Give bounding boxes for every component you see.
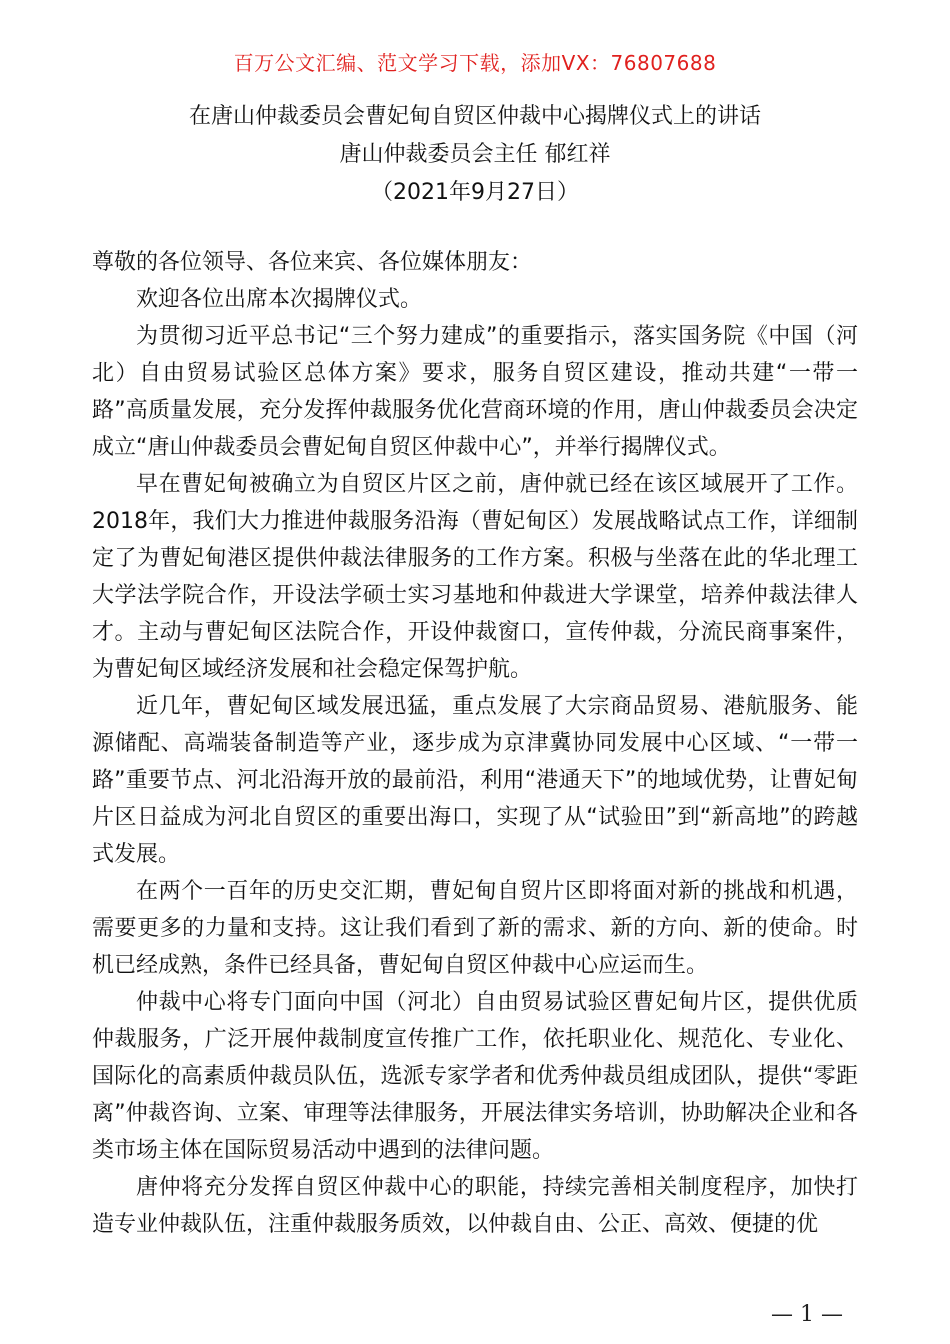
paragraph-history: 早在曹妃甸被确立为自贸区片区之前，唐仲就已经在该区域展开了工作。2018年，我们大力推进仲裁服务沿海（曹妃甸区）发展战略试点工作，详细制定了为曹妃甸港区提供仲裁法律服务的工作方案。积极与坐落在此的华北理工大学法学院合作，开设法学硕士实习基地和仲裁进大学课堂，培养仲裁法律人才。主动与曹妃甸区法院合作，开设仲裁窗口，宣传仲裁，分流民商事案件，为曹妃甸区域经济发展和社会稳定保驾护航。 [92,472,858,682]
paragraph-welcome: 欢迎各位出席本次揭牌仪式。 [136,287,423,312]
title-block [0,98,950,212]
speech-date: （2021年9月27日） [371,180,579,205]
speaker-line: 唐山仲裁委员会主任 郁红祥 [339,142,611,167]
speech-body [92,244,858,1243]
paragraph-purpose: 为贯彻习近平总书记“三个努力建成”的重要指示，落实国务院《中国（河北）自由贸易试验区总体方案》要求，服务自贸区建设，推动共建“一带一路”高质量发展，充分发挥仲裁服务优化营商环境的作用，唐山仲裁委员会决定成立“唐山仲裁委员会曹妃甸自贸区仲裁中心”，并举行揭牌仪式。 [92,324,858,460]
paragraph-commitment: 唐仲将充分发挥自贸区仲裁中心的职能，持续完善相关制度程序，加快打造专业仲裁队伍，注重仲裁服务质效，以仲裁自由、公正、高效、便捷的优 [92,1175,858,1237]
watermark-banner: 百万公文汇编、范文学习下载，添加VX：76807688 [233,51,717,75]
paragraph-center-services: 仲裁中心将专门面向中国（河北）自由贸易试验区曹妃甸片区，提供优质仲裁服务，广泛开展仲裁制度宣传推广工作，依托职业化、规范化、专业化、国际化的高素质仲裁员队伍，选派专家学者和优秀仲裁员组成团队，提供“零距离”仲裁咨询、立案、审理等法律服务，开展法律实务培训，协助解决企业和各类市场主体在国际贸易活动中遇到的法律问题。 [92,990,858,1163]
paragraph-opportunity: 在两个一百年的历史交汇期，曹妃甸自贸片区即将面对新的挑战和机遇，需要更多的力量和支持。这让我们看到了新的需求、新的方向、新的使命。时机已经成熟，条件已经具备，曹妃甸自贸区仲裁中心应运而生。 [92,879,858,978]
page-number: — 1 — [771,1302,843,1327]
paragraph-development: 近几年，曹妃甸区域发展迅猛，重点发展了大宗商品贸易、港航服务、能源储配、高端装备制造等产业，逐步成为京津冀协同发展中心区域、“一带一路”重要节点、河北沿海开放的最前沿，利用“港通天下”的地域优势，让曹妃甸片区日益成为河北自贸区的重要出海口，实现了从“试验田”到“新高地”的跨越式发展。 [92,694,858,867]
speech-title: 在唐山仲裁委员会曹妃甸自贸区仲裁中心揭牌仪式上的讲话 [188,104,761,129]
salutation: 尊敬的各位领导、各位来宾、各位媒体朋友： [92,250,533,275]
